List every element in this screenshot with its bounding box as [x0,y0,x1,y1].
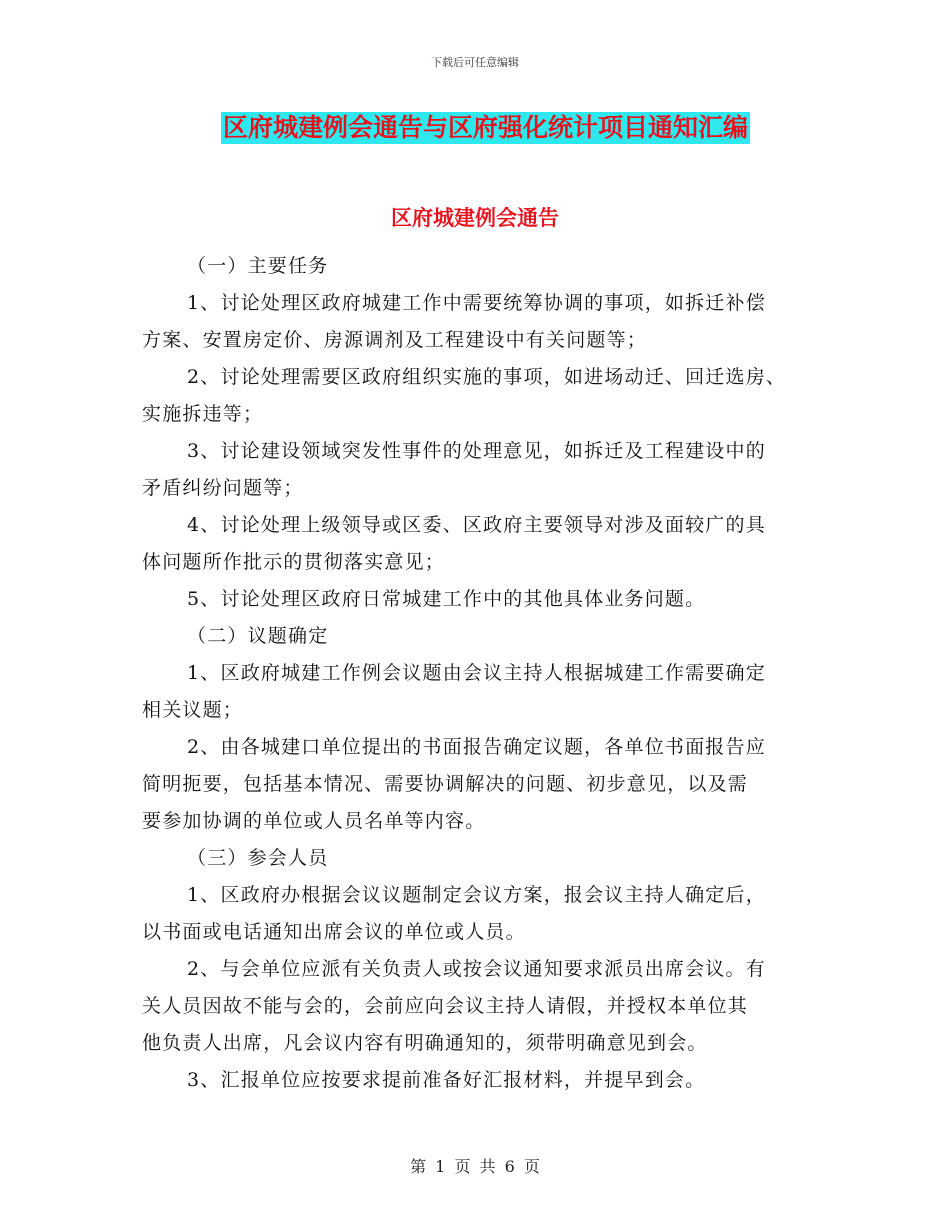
paragraph-line: 1、讨论处理区政府城建工作中需要统筹协调的事项，如拆迁补偿 [187,292,766,314]
paragraph-line: 3、讨论建设领域突发性事件的处理意见，如拆迁及工程建设中的 [187,440,766,462]
paragraph-line: 体问题所作批示的贯彻落实意见； [142,551,446,573]
paragraph-line: 2、讨论处理需要区政府组织实施的事项，如进场动迁、回迁选房、 [187,366,787,388]
paragraph-line: 实施拆违等； [142,403,264,425]
header-note: 下载后可任意编辑 [431,56,519,69]
paragraph-line: 1、区政府办根据会议议题制定会议方案，报会议主持人确定后， [187,884,766,906]
paragraph-line: 3、汇报单位应按要求提前准备好汇报材料，并提早到会。 [187,1069,706,1091]
heading-attendees: （三）参会人员 [187,847,329,869]
document-main-title: 区府城建例会通告与区府强化统计项目通知汇编 [223,113,749,142]
paragraph-line: 2、由各城建口单位提出的书面报告确定议题，各单位书面报告应 [187,736,766,758]
heading-main-tasks: （一）主要任务 [187,255,329,277]
paragraph-line: 1、区政府城建工作例会议题由会议主持人根据城建工作需要确定 [187,662,766,684]
paragraph-line: 关人员因故不能与会的，会前应向会议主持人请假，并授权本单位其 [142,995,749,1017]
page-number-footer: 第 1 页 共 6 页 [410,1157,540,1176]
paragraph-line: 简明扼要，包括基本情况、需要协调解决的问题、初步意见，以及需 [142,773,749,795]
document-body [142,248,822,1099]
paragraph-line: 矛盾纠纷问题等； [142,477,304,499]
paragraph-line: 要参加协调的单位或人员名单等内容。 [142,810,486,832]
paragraph-line: 2、与会单位应派有关负责人或按会议通知要求派员出席会议。有 [187,958,766,980]
paragraph-line: 以书面或电话通知出席会议的单位或人员。 [142,921,526,943]
paragraph-line: 方案、安置房定价、房源调剂及工程建设中有关问题等； [142,329,648,351]
heading-topic-determination: （二）议题确定 [187,625,329,647]
paragraph-line: 4、讨论处理上级领导或区委、区政府主要领导对涉及面较广的具 [187,514,766,536]
section-title: 区府城建例会通告 [391,205,559,230]
paragraph-line: 5、讨论处理区政府日常城建工作中的其他具体业务问题。 [187,588,706,610]
paragraph-line: 相关议题； [142,699,244,721]
paragraph-line: 他负责人出席，凡会议内容有明确通知的，须带明确意见到会。 [142,1032,708,1054]
